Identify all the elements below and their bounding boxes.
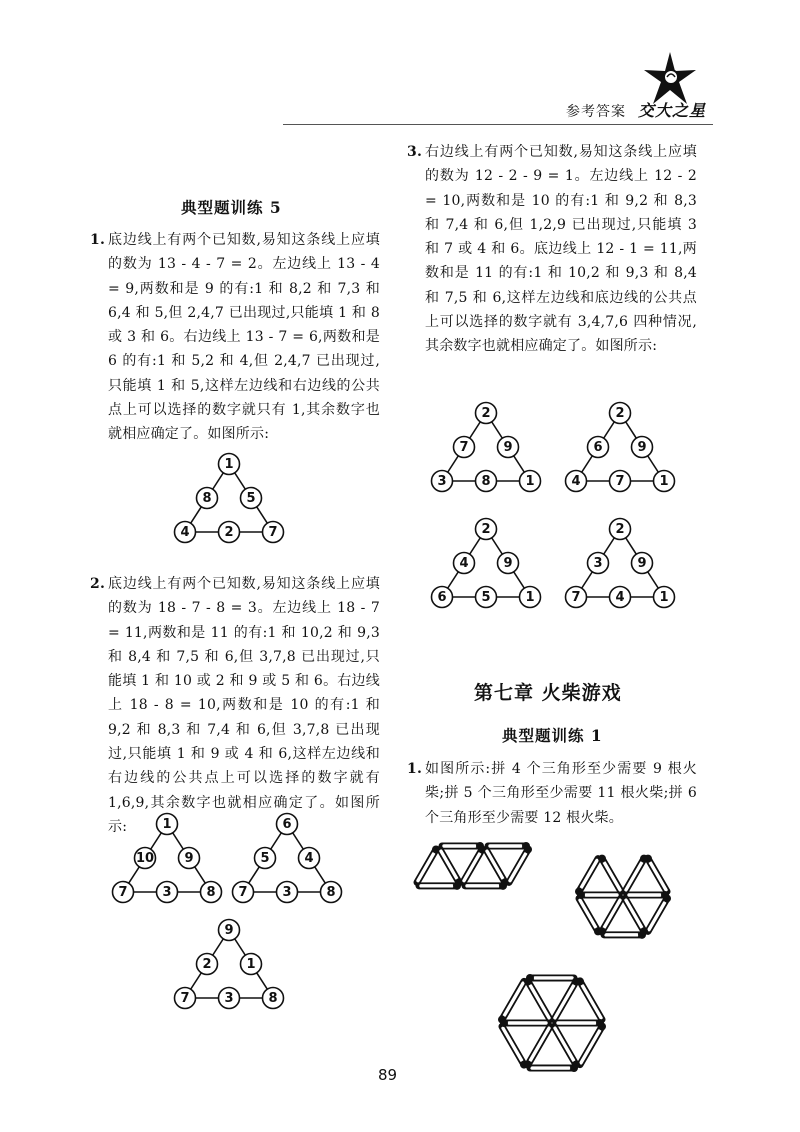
triangle-node-value: 8: [326, 885, 336, 900]
matchstick: [502, 1026, 528, 1068]
triangle-node-value: 9: [637, 556, 647, 571]
triangle-node-bottom-mid: [157, 882, 178, 903]
matchstick: [419, 882, 461, 890]
number-triangle: [174, 452, 284, 542]
matchstick: [554, 977, 580, 1019]
matchstick: [598, 898, 621, 935]
matchstick: [575, 859, 598, 896]
matchstick: [530, 1064, 578, 1072]
triangle-node-left-mid: [197, 488, 218, 509]
triangle-node-value: 2: [202, 957, 212, 972]
triangle-node-top: [476, 403, 497, 424]
triangle-node-bottom-right: [201, 882, 222, 903]
triangle-node-bottom-left: [566, 587, 587, 608]
answer-2-number: 2.: [90, 576, 106, 592]
matchstick: [554, 1026, 580, 1068]
triangle-node-value: 8: [481, 474, 491, 489]
section-heading-training-1: 典型题训练 1: [502, 726, 603, 745]
triangle-node-value: 9: [224, 923, 234, 938]
triangle-node-bottom-left: [233, 882, 254, 903]
number-triangle: [565, 517, 675, 607]
answer-3: [407, 140, 697, 359]
triangle-node-value: 4: [459, 556, 469, 571]
triangle-node-value: 2: [481, 406, 491, 421]
triangle-node-right-mid: [498, 437, 519, 458]
triangle-node-bottom-mid: [610, 587, 631, 608]
triangle-node-value: 9: [503, 440, 513, 455]
header-brand: 交大之星: [638, 101, 707, 120]
triangle-node-bottom-left: [175, 988, 196, 1009]
section-heading-training-5: 典型题训练 5: [181, 198, 282, 217]
triangle-node-value: 5: [260, 851, 270, 866]
triangle-node-value: 8: [206, 885, 216, 900]
matchstick: [556, 1019, 604, 1027]
triangle-node-bottom-left: [566, 471, 587, 492]
triangle-node-right-mid: [299, 848, 320, 869]
matchstick-answer-1-number: 1.: [407, 761, 423, 777]
triangle-node-value: 7: [238, 885, 248, 900]
triangle-node-value: 3: [224, 991, 234, 1006]
matchstick: [498, 981, 524, 1023]
triangle-node-right-mid: [241, 954, 262, 975]
triangle-node-value: 3: [282, 885, 292, 900]
triangle-node-bottom-mid: [219, 988, 240, 1009]
triangle-node-value: 1: [525, 590, 535, 605]
number-triangle: [112, 812, 222, 902]
answer-2: [90, 572, 380, 839]
matchstick: [486, 849, 509, 886]
matchstick: [604, 931, 646, 939]
triangle-node-left-mid: [135, 848, 156, 869]
triangle-node-right-mid: [632, 553, 653, 574]
triangle-node-value: 8: [268, 991, 278, 1006]
triangle-node-value: 6: [437, 590, 447, 605]
number-triangle: [174, 918, 284, 1008]
matchstick: [625, 898, 648, 935]
triangle-node-value: 4: [615, 590, 625, 605]
matchstick: [598, 855, 621, 892]
triangle-node-left-mid: [588, 437, 609, 458]
matchstick-answer-1-text: 如图所示:拼 4 个三角形至少需要 9 根火柴;拼 5 个三角形至少需要 11 根火柴;拼 6 个三角形至少需要 12 根火柴。: [425, 761, 697, 826]
matchstick: [526, 974, 574, 982]
triangle-node-value: 5: [481, 590, 491, 605]
header-label: 参考答案: [566, 104, 626, 120]
triangle-node-value: 1: [162, 817, 172, 832]
triangle-node-top: [219, 920, 240, 941]
triangle-node-value: 2: [224, 525, 234, 540]
triangle-node-top: [219, 454, 240, 475]
triangle-node-top: [610, 403, 631, 424]
triangle-node-bottom-left: [175, 522, 196, 543]
answer-1-text: 底边线上有两个已知数,易知这条线上应填的数为 13 - 4 - 7 = 2。左边线上 13 - 4 = 9,两数和是 9 的有:1 和 8,2 和 7,3 和 6,4 和 5,但 2,4,7 已出现过,只能填 1 和 8 或 3 和 6。右边线上 13 - 7 = 6,两数和是 6 的有:1 和 5,2 和 4,但 2,4,7 已出现过,只能填 1 和 5,这样左边线和右边线的公共点上可以选择的数字就只有 1,其余数字也就相应确定了。如图所示:: [108, 232, 380, 443]
triangle-node-value: 7: [615, 474, 625, 489]
triangle-node-right-mid: [498, 553, 519, 574]
triangle-node-bottom-left: [432, 471, 453, 492]
number-triangle: [565, 401, 675, 491]
number-triangle: [431, 401, 541, 491]
triangle-node-left-mid: [197, 954, 218, 975]
triangle-node-value: 6: [593, 440, 603, 455]
triangle-node-bottom-right: [321, 882, 342, 903]
triangle-node-value: 8: [202, 491, 212, 506]
matchstick: [417, 845, 440, 882]
triangle-node-right-mid: [179, 848, 200, 869]
answer-1: [90, 228, 380, 447]
triangle-node-value: 7: [118, 885, 128, 900]
triangle-node-value: 7: [268, 525, 278, 540]
triangle-node-value: 7: [571, 590, 581, 605]
triangle-node-bottom-mid: [610, 471, 631, 492]
answer-3-text: 右边线上有两个已知数,易知这条线上应填的数为 12 - 2 - 9 = 1。左边线上 12 - 2 = 10,两数和是 10 的有:1 和 9,2 和 8,3 和 7,4 和 6,但 1,2,9 已出现过,只能填 3 和 7 或 4 和 6。底边线上 12 - 1 = 11,两数和是 11 的有:1 和 10,2 和 9,3 和 8,4 和 7,5 和 6,这样左边线和底边线的公共点上可以选择的数字就有 3,4,7,6 四种情况,其余数字也就相应确定了。如图所示:: [425, 144, 697, 355]
triangle-node-value: 7: [180, 991, 190, 1006]
triangle-node-value: 2: [481, 522, 491, 537]
answer-2-text: 底边线上有两个已知数,易知这条线上应填的数为 18 - 7 - 8 = 3。左边线上 18 - 7 = 11,两数和是 11 的有:1 和 10,2 和 9,3 和 8,4 和 7,5 和 6,但 3,7,8 已出现过,只能填 1 和 10 或 2 和 9 或 5 和 6。右边线上 18 - 8 = 10,两数和是 10 的有:1 和 9,2 和 8,3 和 7,4 和 6,但 3,7,8 已出现过,只能填 1 和 9 或 4 和 6,这样左边线和右边线的公共点上可以选择的数字就有 1,6,9,其余数字也就相应确定了。如图所示:: [108, 576, 380, 835]
triangle-node-value: 2: [615, 406, 625, 421]
triangle-node-value: 3: [593, 556, 603, 571]
matchstick: [500, 1019, 548, 1027]
matchstick: [576, 977, 602, 1019]
matchstick-figure-6-triangles: [475, 964, 630, 1082]
triangle-node-left-mid: [255, 848, 276, 869]
matchstick: [440, 849, 463, 886]
triangle-node-bottom-right: [654, 471, 675, 492]
matchstick: [580, 1022, 606, 1064]
triangle-node-bottom-mid: [476, 587, 497, 608]
triangle-node-top: [157, 814, 178, 835]
triangle-node-left-mid: [588, 553, 609, 574]
matchstick-figure-5-triangles: [553, 838, 693, 953]
matchstick: [648, 894, 671, 931]
triangle-node-value: 3: [437, 474, 447, 489]
triangle-node-value: 1: [659, 474, 669, 489]
triangle-node-bottom-mid: [277, 882, 298, 903]
matchstick: [509, 845, 532, 882]
answer-1-number: 1.: [90, 232, 106, 248]
matchstick: [488, 842, 530, 850]
answer-3-number: 3.: [407, 144, 423, 160]
number-triangle: [431, 517, 541, 607]
triangle-node-value: 9: [637, 440, 647, 455]
triangle-node-bottom-left: [432, 587, 453, 608]
triangle-node-bottom-mid: [476, 471, 497, 492]
triangle-node-value: 4: [571, 474, 581, 489]
triangle-node-value: 5: [246, 491, 256, 506]
triangle-node-left-mid: [454, 437, 475, 458]
triangle-node-value: 4: [304, 851, 314, 866]
triangle-node-bottom-right: [520, 587, 541, 608]
triangle-node-bottom-right: [654, 587, 675, 608]
triangle-node-top: [476, 519, 497, 540]
matchstick: [577, 891, 619, 899]
triangle-node-bottom-mid: [219, 522, 240, 543]
triangle-node-value: 1: [525, 474, 535, 489]
matchstick: [524, 977, 550, 1019]
triangle-node-value: 1: [246, 957, 256, 972]
page-number: 89: [378, 1066, 398, 1084]
triangle-node-value: 4: [180, 525, 190, 540]
triangle-node-bottom-right: [263, 522, 284, 543]
matchstick: [463, 845, 486, 882]
triangle-node-value: 3: [162, 885, 172, 900]
matchstick: [442, 842, 484, 850]
matchstick: [627, 891, 669, 899]
triangle-node-bottom-right: [520, 471, 541, 492]
matchstick-figure-4-triangles: [405, 838, 560, 898]
triangle-node-value: 2: [615, 522, 625, 537]
matchstick-answer-1: [407, 757, 697, 830]
number-triangle: [232, 812, 342, 902]
triangle-node-top: [277, 814, 298, 835]
triangle-node-value: 1: [659, 590, 669, 605]
matchstick: [524, 1026, 550, 1068]
chapter-title: 第七章 火柴游戏: [474, 682, 622, 704]
matchstick: [625, 855, 648, 892]
triangle-node-value: 10: [135, 851, 155, 866]
triangle-node-right-mid: [632, 437, 653, 458]
triangle-node-bottom-right: [263, 988, 284, 1009]
triangle-node-value: 9: [503, 556, 513, 571]
triangle-node-value: 6: [282, 817, 292, 832]
triangle-node-value: 9: [184, 851, 194, 866]
header-divider: [283, 124, 713, 125]
triangle-node-left-mid: [454, 553, 475, 574]
triangle-node-value: 1: [224, 457, 234, 472]
triangle-node-value: 7: [459, 440, 469, 455]
triangle-node-bottom-left: [113, 882, 134, 903]
matchstick: [465, 882, 507, 890]
triangle-node-top: [610, 519, 631, 540]
triangle-node-right-mid: [241, 488, 262, 509]
